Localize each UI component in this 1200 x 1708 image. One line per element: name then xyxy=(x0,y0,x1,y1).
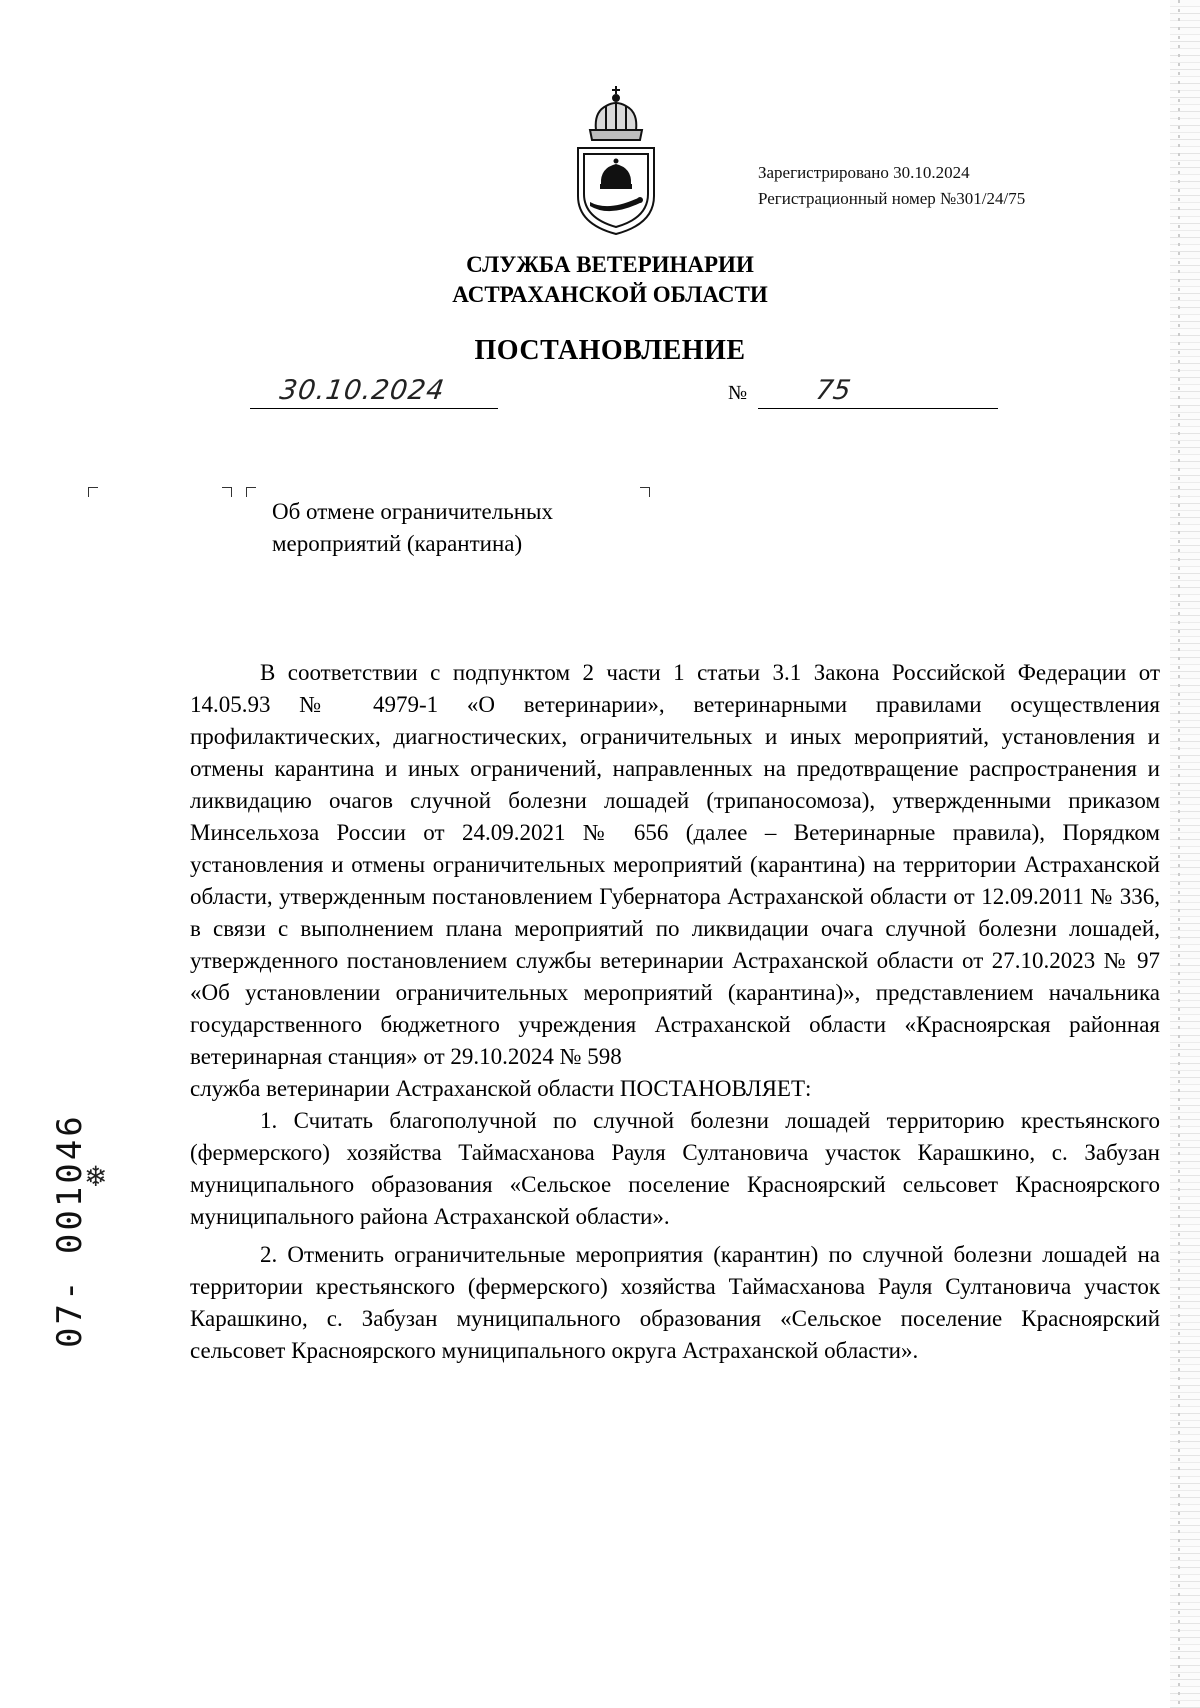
document-number-field xyxy=(758,376,998,409)
agency-name xyxy=(300,250,920,310)
stamp-registration-code: 07- 001046 xyxy=(50,1113,90,1348)
document-subject xyxy=(272,496,652,560)
subject-line-2: мероприятий (карантина) xyxy=(272,531,523,556)
agency-line-2: АСТРАХАНСКОЙ ОБЛАСТИ xyxy=(452,282,768,307)
document-body xyxy=(190,657,1160,1367)
corner-mark-top-right-1 xyxy=(222,487,232,497)
resolution-statement: служба ветеринарии Астраханской области ПОСТАНОВЛЯЕТ: xyxy=(190,1076,812,1101)
registration-date: Зарегистрировано 30.10.2024 xyxy=(758,163,970,182)
document-type-title: ПОСТАНОВЛЕНИЕ xyxy=(474,335,746,366)
document-date-handwritten: 30.10.2024 xyxy=(277,375,447,406)
subject-line-1: Об отмене ограничительных xyxy=(272,499,553,524)
coat-of-arms-icon xyxy=(568,84,664,236)
corner-mark-top-left xyxy=(88,487,98,497)
number-sign: № xyxy=(728,382,748,404)
agency-line-1: СЛУЖБА ВЕТЕРИНАРИИ xyxy=(466,252,754,277)
preamble-paragraph: В соответствии с подпунктом 2 части 1 статьи 3.1 Закона Российской Федерации от 14.05.93 № 4979-1 «О ветеринарии», ветеринарными правилами осуществления профилактических, диагностических, ограничительных и иных мероприятий, установления и отмены карантина и иных ограничений, направленных на предотвращение распространения и ликвидацию очагов случной болезни лошадей (трипаносомоза), утвержденными приказом Минсельхоза России от 24.09.2021 № 656 (далее – Ветеринарные правила), Порядком установления и отмены ограничительных мероприятий (карантина) на территории Астраханской области, утвержденным постановлением Губернатора Астраханской области от 12.09.2011 № 336, в связи с выполнением плана мероприятий по ликвидации очага случной болезни лошадей, утвержденного постановлением службы ветеринарии Астраханской области от 27.10.2023 № 97 «Об установлении ограничительных мероприятий (карантина)», представлением начальника государственного бюджетного учреждения Астраханской области «Красноярская районная ветеринарная станция» от 29.10.2024 № 598 xyxy=(190,660,1160,1069)
point-2-paragraph: 2. Отменить ограничительные мероприятия (карантин) по случной болезни лошадей на территории крестьянского (фермерского) хозяйства Таймасханова Рауля Султановича участок Карашкино, с. Забузан муниципального образования «Сельское поселение Красноярский сельсовет Красноярского муниципального округа Астраханской области». xyxy=(190,1242,1160,1363)
corner-mark-top-left-2 xyxy=(246,487,256,497)
registration-info xyxy=(758,160,1025,212)
snowflake-stamp-icon: ❄ xyxy=(84,1160,108,1193)
document-date-field xyxy=(250,376,498,409)
point-1-paragraph: 1. Считать благополучной по случной болезни лошадей территорию крестьянского (фермерского) хозяйства Таймасханова Рауля Султановича участок Карашкино, с. Забузан муниципального образования «Сельское поселение Красноярский сельсовет Красноярского муниципального района Астраханской области». xyxy=(190,1108,1160,1229)
registration-number: Регистрационный номер №301/24/75 xyxy=(758,189,1026,208)
document-number-handwritten: 75 xyxy=(813,375,853,406)
scan-edge-artifact xyxy=(1170,0,1200,1708)
